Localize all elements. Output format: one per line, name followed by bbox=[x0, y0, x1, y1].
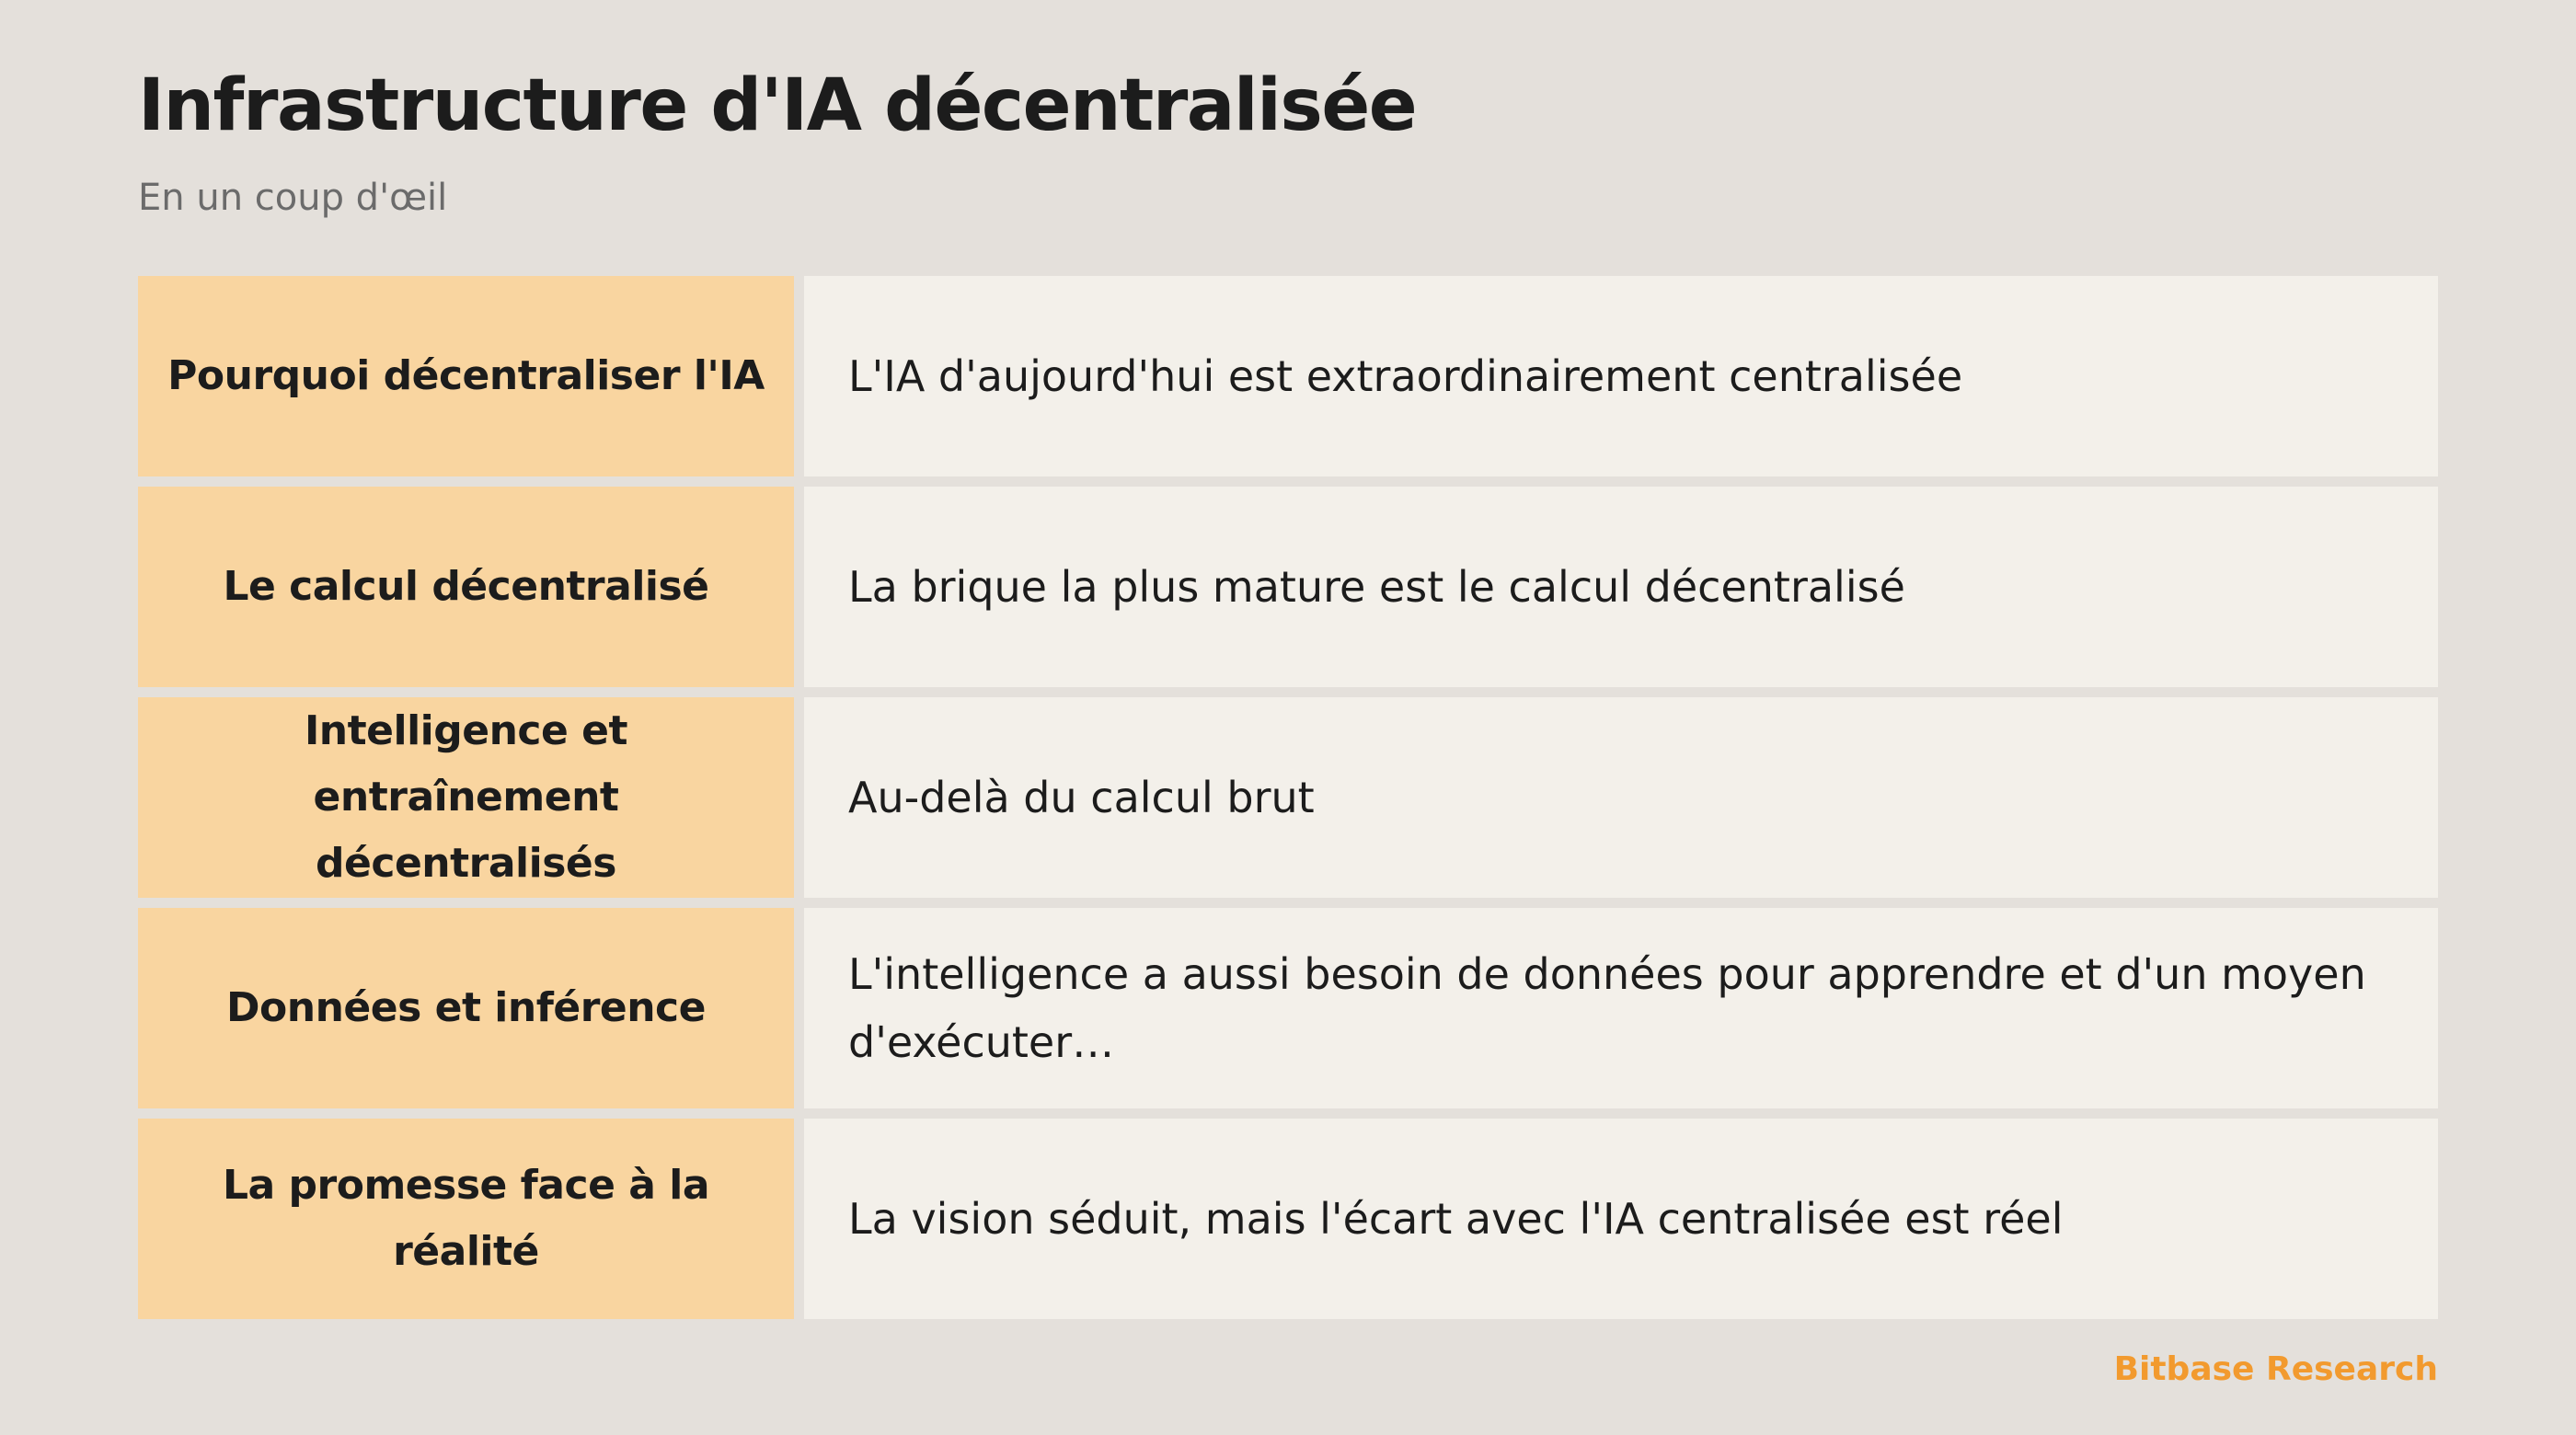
row-description: La vision séduit, mais l'écart avec l'IA centralisée est réel bbox=[848, 1194, 2064, 1244]
row-content-cell bbox=[804, 276, 2438, 476]
row-label: Données et inférence bbox=[226, 984, 706, 1031]
row-label: Le calcul décentralisé bbox=[223, 563, 709, 610]
table-row bbox=[138, 908, 2438, 1108]
row-content-cell bbox=[804, 697, 2438, 898]
row-content-cell bbox=[804, 908, 2438, 1108]
row-content-cell bbox=[804, 1119, 2438, 1319]
row-description: Au-delà du calcul brut bbox=[848, 773, 1315, 822]
row-description: L'intelligence a aussi besoin de données pour apprendre et d'un moyen d'exécuter… bbox=[848, 949, 2366, 1067]
row-label-cell bbox=[138, 697, 794, 898]
row-label: Intelligence et entraînement décentralisés bbox=[304, 707, 628, 887]
page-subtitle: En un coup d'œil bbox=[138, 177, 448, 219]
table-row bbox=[138, 487, 2438, 687]
row-label-cell bbox=[138, 276, 794, 476]
table-row bbox=[138, 276, 2438, 476]
row-label-cell bbox=[138, 908, 794, 1108]
row-description: L'IA d'aujourd'hui est extraordinairement centralisée bbox=[848, 351, 1963, 401]
page-title: Infrastructure d'IA décentralisée bbox=[138, 64, 1417, 147]
brand-footer: Bitbase Research bbox=[2113, 1350, 2438, 1388]
row-description: La brique la plus mature est le calcul décentralisé bbox=[848, 562, 1905, 612]
row-label-cell bbox=[138, 1119, 794, 1319]
row-label-cell bbox=[138, 487, 794, 687]
table-row bbox=[138, 697, 2438, 898]
row-label: Pourquoi décentraliser l'IA bbox=[167, 352, 765, 399]
row-label: La promesse face à la réalité bbox=[222, 1162, 710, 1275]
overview-table bbox=[138, 276, 2438, 1319]
table-row bbox=[138, 1119, 2438, 1319]
row-content-cell bbox=[804, 487, 2438, 687]
